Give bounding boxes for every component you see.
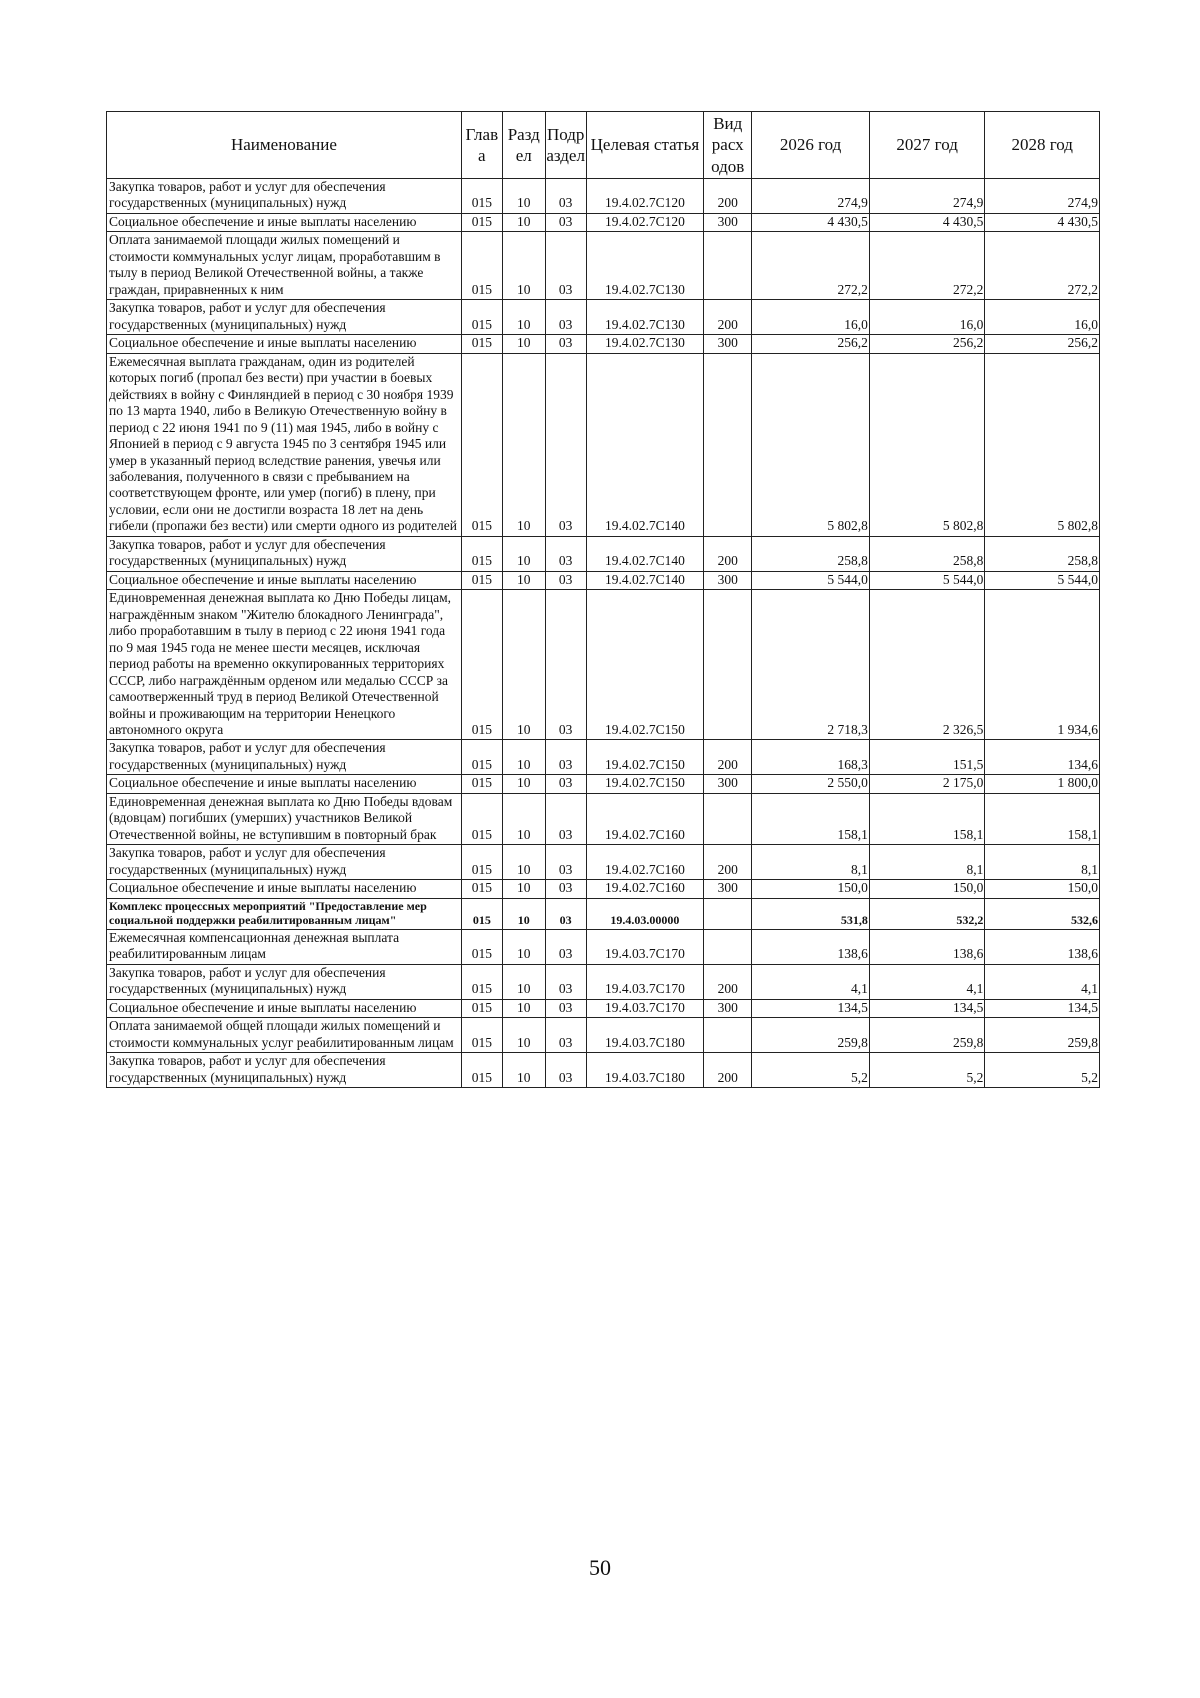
table-row (107, 213, 1100, 231)
name-cell: Закупка товаров, работ и услуг для обеспечения государственных (муниципальных) нужд (107, 964, 462, 999)
table-row (107, 740, 1100, 775)
amount-2027-cell: 272,2 (869, 232, 985, 300)
header-2027: 2027 год (869, 112, 985, 179)
target-cell: 19.4.02.7С130 (586, 335, 704, 353)
amount-2028-cell: 5 544,0 (985, 571, 1100, 589)
razdel-cell: 10 (502, 335, 545, 353)
amount-2027-cell: 4 430,5 (869, 213, 985, 231)
vid-cell (704, 929, 752, 964)
vid-cell: 300 (704, 880, 752, 898)
vid-cell: 200 (704, 536, 752, 571)
name-cell: Оплата занимаемой площади жилых помещений и стоимости коммунальных услуг лицам, проработавшим в тылу в период Великой Отечественной войны, а также граждан, приравненных к ним (107, 232, 462, 300)
amount-2027-cell: 274,9 (869, 179, 985, 214)
amount-2028-cell: 8,1 (985, 845, 1100, 880)
vid-cell (704, 590, 752, 740)
name-cell: Закупка товаров, работ и услуг для обеспечения государственных (муниципальных) нужд (107, 300, 462, 335)
podrazdel-cell: 03 (545, 1053, 586, 1088)
target-cell: 19.4.02.7С130 (586, 300, 704, 335)
glava-cell: 015 (461, 353, 502, 536)
glava-cell: 015 (461, 213, 502, 231)
amount-2027-cell: 16,0 (869, 300, 985, 335)
razdel-cell: 10 (502, 300, 545, 335)
table-row (107, 845, 1100, 880)
podrazdel-cell: 03 (545, 793, 586, 844)
glava-cell: 015 (461, 880, 502, 898)
glava-cell: 015 (461, 232, 502, 300)
header-2026: 2026 год (752, 112, 870, 179)
header-target: Целевая статья (586, 112, 704, 179)
razdel-cell: 10 (502, 793, 545, 844)
razdel-cell: 10 (502, 1018, 545, 1053)
name-cell: Социальное обеспечение и иные выплаты населению (107, 213, 462, 231)
razdel-cell: 10 (502, 536, 545, 571)
name-cell: Ежемесячная выплата гражданам, один из родителей которых погиб (пропал без вести) при участии в боевых действиях в войну с Финляндией в период с 30 ноября 1939 по 13 марта 1940, либо в Великую Отечественную войну в период с 22 июня 1941 по 9 (11) мая 1945, либо в войну с Японией в период с 9 августа 1945 по 3 сентября 1945 или умер в указанный период вследствие ранения, увечья или заболевания, полученного в связи с пребыванием на соответствующем фронте, или умер (погиб) в плену, при условии, если они не достигли возраста 18 лет на день гибели (пропажи без вести) или смерти одного из родителей (107, 353, 462, 536)
vid-cell: 300 (704, 999, 752, 1017)
amount-2026-cell: 4,1 (752, 964, 870, 999)
amount-2026-cell: 5 544,0 (752, 571, 870, 589)
target-cell: 19.4.02.7С160 (586, 845, 704, 880)
amount-2028-cell: 272,2 (985, 232, 1100, 300)
podrazdel-cell: 03 (545, 929, 586, 964)
razdel-cell: 10 (502, 590, 545, 740)
razdel-cell: 10 (502, 1053, 545, 1088)
table-row (107, 1053, 1100, 1088)
amount-2028-cell: 258,8 (985, 536, 1100, 571)
podrazdel-cell: 03 (545, 571, 586, 589)
amount-2026-cell: 5,2 (752, 1053, 870, 1088)
glava-cell: 015 (461, 179, 502, 214)
glava-cell: 015 (461, 1018, 502, 1053)
glava-cell: 015 (461, 300, 502, 335)
amount-2027-cell: 151,5 (869, 740, 985, 775)
amount-2026-cell: 16,0 (752, 300, 870, 335)
vid-cell: 200 (704, 740, 752, 775)
vid-cell (704, 793, 752, 844)
name-cell: Единовременная денежная выплата ко Дню Победы лицам, награждённым знаком "Жителю блокадного Ленинграда", либо проработавшим в тылу в период с 22 июня 1941 года по 9 мая 1945 года не менее шести месяцев, исключая период работы на временно оккупированных территориях СССР, либо награждённым орденом или медалью СССР за самоотверженный труд в период Великой Отечественной войны и проживающим на территории Ненецкого автономного округа (107, 590, 462, 740)
glava-cell: 015 (461, 929, 502, 964)
target-cell: 19.4.02.7С150 (586, 740, 704, 775)
razdel-cell: 10 (502, 898, 545, 929)
amount-2026-cell: 2 718,3 (752, 590, 870, 740)
name-cell: Закупка товаров, работ и услуг для обеспечения государственных (муниципальных) нужд (107, 1053, 462, 1088)
target-cell: 19.4.03.00000 (586, 898, 704, 929)
amount-2027-cell: 8,1 (869, 845, 985, 880)
target-cell: 19.4.02.7С160 (586, 880, 704, 898)
glava-cell: 015 (461, 571, 502, 589)
vid-cell: 200 (704, 845, 752, 880)
table-row (107, 775, 1100, 793)
podrazdel-cell: 03 (545, 335, 586, 353)
vid-cell: 200 (704, 179, 752, 214)
budget-table (106, 111, 1100, 1088)
amount-2026-cell: 258,8 (752, 536, 870, 571)
target-cell: 19.4.02.7С120 (586, 213, 704, 231)
vid-cell: 300 (704, 775, 752, 793)
vid-cell: 300 (704, 213, 752, 231)
glava-cell: 015 (461, 335, 502, 353)
razdel-cell: 10 (502, 880, 545, 898)
header-glava: Глав а (461, 112, 502, 179)
razdel-cell: 10 (502, 740, 545, 775)
amount-2026-cell: 259,8 (752, 1018, 870, 1053)
amount-2027-cell: 5,2 (869, 1053, 985, 1088)
name-cell: Социальное обеспечение и иные выплаты населению (107, 571, 462, 589)
amount-2026-cell: 274,9 (752, 179, 870, 214)
table-row (107, 898, 1100, 929)
table-row (107, 232, 1100, 300)
razdel-cell: 10 (502, 213, 545, 231)
glava-cell: 015 (461, 590, 502, 740)
header-razdel: Разд ел (502, 112, 545, 179)
podrazdel-cell: 03 (545, 179, 586, 214)
amount-2027-cell: 134,5 (869, 999, 985, 1017)
vid-cell (704, 232, 752, 300)
razdel-cell: 10 (502, 353, 545, 536)
amount-2027-cell: 532,2 (869, 898, 985, 929)
razdel-cell: 10 (502, 845, 545, 880)
amount-2027-cell: 138,6 (869, 929, 985, 964)
vid-cell: 200 (704, 1053, 752, 1088)
glava-cell: 015 (461, 740, 502, 775)
podrazdel-cell: 03 (545, 740, 586, 775)
target-cell: 19.4.03.7С170 (586, 929, 704, 964)
amount-2028-cell: 16,0 (985, 300, 1100, 335)
name-cell: Закупка товаров, работ и услуг для обеспечения государственных (муниципальных) нужд (107, 845, 462, 880)
table-row (107, 964, 1100, 999)
amount-2028-cell: 150,0 (985, 880, 1100, 898)
name-cell: Закупка товаров, работ и услуг для обеспечения государственных (муниципальных) нужд (107, 740, 462, 775)
table-row (107, 880, 1100, 898)
amount-2028-cell: 1 934,6 (985, 590, 1100, 740)
glava-cell: 015 (461, 845, 502, 880)
amount-2027-cell: 158,1 (869, 793, 985, 844)
amount-2028-cell: 4 430,5 (985, 213, 1100, 231)
table-row (107, 929, 1100, 964)
podrazdel-cell: 03 (545, 999, 586, 1017)
amount-2026-cell: 134,5 (752, 999, 870, 1017)
amount-2026-cell: 272,2 (752, 232, 870, 300)
amount-2027-cell: 258,8 (869, 536, 985, 571)
amount-2028-cell: 5,2 (985, 1053, 1100, 1088)
razdel-cell: 10 (502, 929, 545, 964)
table-row (107, 571, 1100, 589)
target-cell: 19.4.02.7С140 (586, 571, 704, 589)
razdel-cell: 10 (502, 775, 545, 793)
vid-cell (704, 898, 752, 929)
target-cell: 19.4.02.7С150 (586, 775, 704, 793)
name-cell: Социальное обеспечение и иные выплаты населению (107, 880, 462, 898)
amount-2027-cell: 150,0 (869, 880, 985, 898)
header-vid: Вид расх одов (704, 112, 752, 179)
glava-cell: 015 (461, 536, 502, 571)
target-cell: 19.4.03.7С180 (586, 1018, 704, 1053)
name-cell: Оплата занимаемой общей площади жилых помещений и стоимости коммунальных услуг реабилитированным лицам (107, 1018, 462, 1053)
amount-2028-cell: 134,5 (985, 999, 1100, 1017)
table-row (107, 300, 1100, 335)
amount-2028-cell: 274,9 (985, 179, 1100, 214)
podrazdel-cell: 03 (545, 1018, 586, 1053)
glava-cell: 015 (461, 793, 502, 844)
table-row (107, 335, 1100, 353)
amount-2027-cell: 2 326,5 (869, 590, 985, 740)
razdel-cell: 10 (502, 964, 545, 999)
amount-2026-cell: 158,1 (752, 793, 870, 844)
glava-cell: 015 (461, 1053, 502, 1088)
amount-2026-cell: 4 430,5 (752, 213, 870, 231)
amount-2027-cell: 5 802,8 (869, 353, 985, 536)
table-row (107, 353, 1100, 536)
amount-2026-cell: 256,2 (752, 335, 870, 353)
table-header-row (107, 112, 1100, 179)
podrazdel-cell: 03 (545, 300, 586, 335)
amount-2027-cell: 5 544,0 (869, 571, 985, 589)
table-body (107, 179, 1100, 1088)
name-cell: Социальное обеспечение и иные выплаты населению (107, 775, 462, 793)
header-name: Наименование (107, 112, 462, 179)
vid-cell (704, 1018, 752, 1053)
podrazdel-cell: 03 (545, 232, 586, 300)
glava-cell: 015 (461, 898, 502, 929)
name-cell: Единовременная денежная выплата ко Дню Победы вдовам (вдовцам) погибших (умерших) участников Великой Отечественной войны, не вступившим в повторный брак (107, 793, 462, 844)
amount-2028-cell: 138,6 (985, 929, 1100, 964)
amount-2027-cell: 259,8 (869, 1018, 985, 1053)
razdel-cell: 10 (502, 571, 545, 589)
target-cell: 19.4.03.7С170 (586, 964, 704, 999)
glava-cell: 015 (461, 775, 502, 793)
amount-2026-cell: 8,1 (752, 845, 870, 880)
name-cell: Закупка товаров, работ и услуг для обеспечения государственных (муниципальных) нужд (107, 179, 462, 214)
podrazdel-cell: 03 (545, 880, 586, 898)
podrazdel-cell: 03 (545, 964, 586, 999)
podrazdel-cell: 03 (545, 898, 586, 929)
podrazdel-cell: 03 (545, 775, 586, 793)
table-row (107, 1018, 1100, 1053)
glava-cell: 015 (461, 999, 502, 1017)
amount-2028-cell: 134,6 (985, 740, 1100, 775)
table-row (107, 590, 1100, 740)
amount-2027-cell: 4,1 (869, 964, 985, 999)
header-2028: 2028 год (985, 112, 1100, 179)
amount-2027-cell: 256,2 (869, 335, 985, 353)
amount-2028-cell: 1 800,0 (985, 775, 1100, 793)
amount-2026-cell: 138,6 (752, 929, 870, 964)
amount-2028-cell: 532,6 (985, 898, 1100, 929)
podrazdel-cell: 03 (545, 590, 586, 740)
name-cell: Ежемесячная компенсационная денежная выплата реабилитированным лицам (107, 929, 462, 964)
amount-2028-cell: 5 802,8 (985, 353, 1100, 536)
name-cell: Социальное обеспечение и иные выплаты населению (107, 335, 462, 353)
table-row (107, 999, 1100, 1017)
podrazdel-cell: 03 (545, 353, 586, 536)
amount-2026-cell: 2 550,0 (752, 775, 870, 793)
target-cell: 19.4.02.7С150 (586, 590, 704, 740)
podrazdel-cell: 03 (545, 213, 586, 231)
razdel-cell: 10 (502, 232, 545, 300)
amount-2028-cell: 259,8 (985, 1018, 1100, 1053)
table-row (107, 536, 1100, 571)
name-cell: Закупка товаров, работ и услуг для обеспечения государственных (муниципальных) нужд (107, 536, 462, 571)
target-cell: 19.4.03.7С170 (586, 999, 704, 1017)
vid-cell (704, 353, 752, 536)
table-row (107, 793, 1100, 844)
target-cell: 19.4.02.7С120 (586, 179, 704, 214)
razdel-cell: 10 (502, 999, 545, 1017)
podrazdel-cell: 03 (545, 845, 586, 880)
target-cell: 19.4.03.7С180 (586, 1053, 704, 1088)
target-cell: 19.4.02.7С140 (586, 536, 704, 571)
vid-cell: 200 (704, 300, 752, 335)
vid-cell: 200 (704, 964, 752, 999)
vid-cell: 300 (704, 571, 752, 589)
target-cell: 19.4.02.7С130 (586, 232, 704, 300)
name-cell: Социальное обеспечение и иные выплаты населению (107, 999, 462, 1017)
amount-2026-cell: 168,3 (752, 740, 870, 775)
header-podrazdel: Подр аздел (545, 112, 586, 179)
table-row (107, 179, 1100, 214)
target-cell: 19.4.02.7С140 (586, 353, 704, 536)
amount-2028-cell: 256,2 (985, 335, 1100, 353)
amount-2026-cell: 531,8 (752, 898, 870, 929)
target-cell: 19.4.02.7С160 (586, 793, 704, 844)
podrazdel-cell: 03 (545, 536, 586, 571)
amount-2028-cell: 4,1 (985, 964, 1100, 999)
amount-2028-cell: 158,1 (985, 793, 1100, 844)
glava-cell: 015 (461, 964, 502, 999)
page-number: 50 (589, 1555, 611, 1580)
amount-2026-cell: 5 802,8 (752, 353, 870, 536)
amount-2027-cell: 2 175,0 (869, 775, 985, 793)
amount-2026-cell: 150,0 (752, 880, 870, 898)
vid-cell: 300 (704, 335, 752, 353)
name-cell: Комплекс процессных мероприятий "Предоставление мер социальной поддержки реабилитированным лицам" (107, 898, 462, 929)
razdel-cell: 10 (502, 179, 545, 214)
